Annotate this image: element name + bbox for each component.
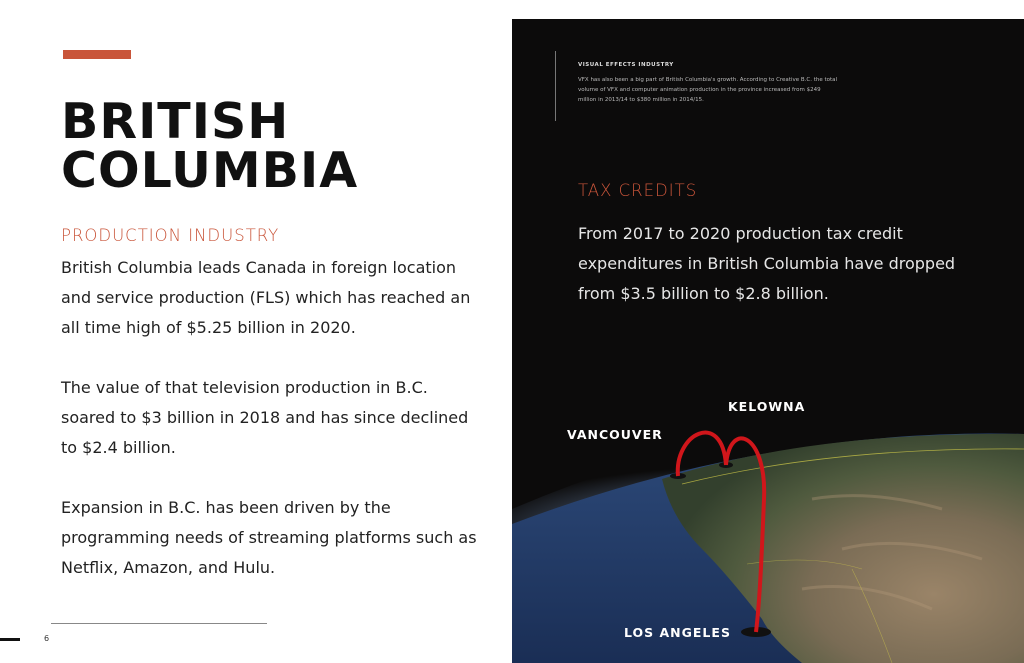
tax-credits-heading: TAX CREDITS bbox=[578, 181, 698, 200]
tax-credits-body: From 2017 to 2020 production tax credit expenditures in British Columbia have dropped from $3.5 billion to $2.8 billion. bbox=[578, 224, 956, 303]
title-line-1: BRITISH bbox=[61, 93, 290, 150]
vancouver-label: VANCOUVER bbox=[567, 427, 663, 442]
accent-bar bbox=[63, 50, 131, 59]
left-page bbox=[0, 19, 512, 663]
page-title bbox=[61, 93, 359, 199]
paragraph-streaming: Expansion in B.C. has been driven by the programming needs of streaming platforms such as Netflix, Amazon, and Hulu. bbox=[61, 498, 477, 577]
paragraph-fls: British Columbia leads Canada in foreign location and service production (FLS) which has reached an all time high of $5.25 billion in 2020. bbox=[61, 258, 471, 337]
right-panel bbox=[512, 19, 1024, 663]
kelowna-label: KELOWNA bbox=[728, 399, 806, 414]
paragraph-television: The value of that television production in B.C. soared to $3 billion in 2018 and has since declined to $2.4 billion. bbox=[61, 378, 469, 457]
page-number: 6 bbox=[44, 634, 50, 643]
page-tick bbox=[0, 638, 20, 641]
vfx-heading: VISUAL EFFECTS INDUSTRY bbox=[578, 62, 674, 68]
sidebar-divider bbox=[555, 51, 556, 121]
satellite-map bbox=[512, 339, 1024, 663]
title-line-2: COLUMBIA bbox=[61, 142, 359, 199]
vfx-body: VFX has also been a big part of British Columbia's growth. According to Creative B.C. the total volume of VFX and computer animation production in the province increased from $249 million in 2013/14 to $380 million in 2014/15. bbox=[578, 77, 838, 103]
top-margin-strip bbox=[0, 0, 1024, 19]
production-industry-heading: PRODUCTION INDUSTRY bbox=[61, 226, 280, 245]
los-angeles-label: LOS ANGELES bbox=[624, 625, 731, 640]
footer-divider bbox=[51, 623, 267, 624]
